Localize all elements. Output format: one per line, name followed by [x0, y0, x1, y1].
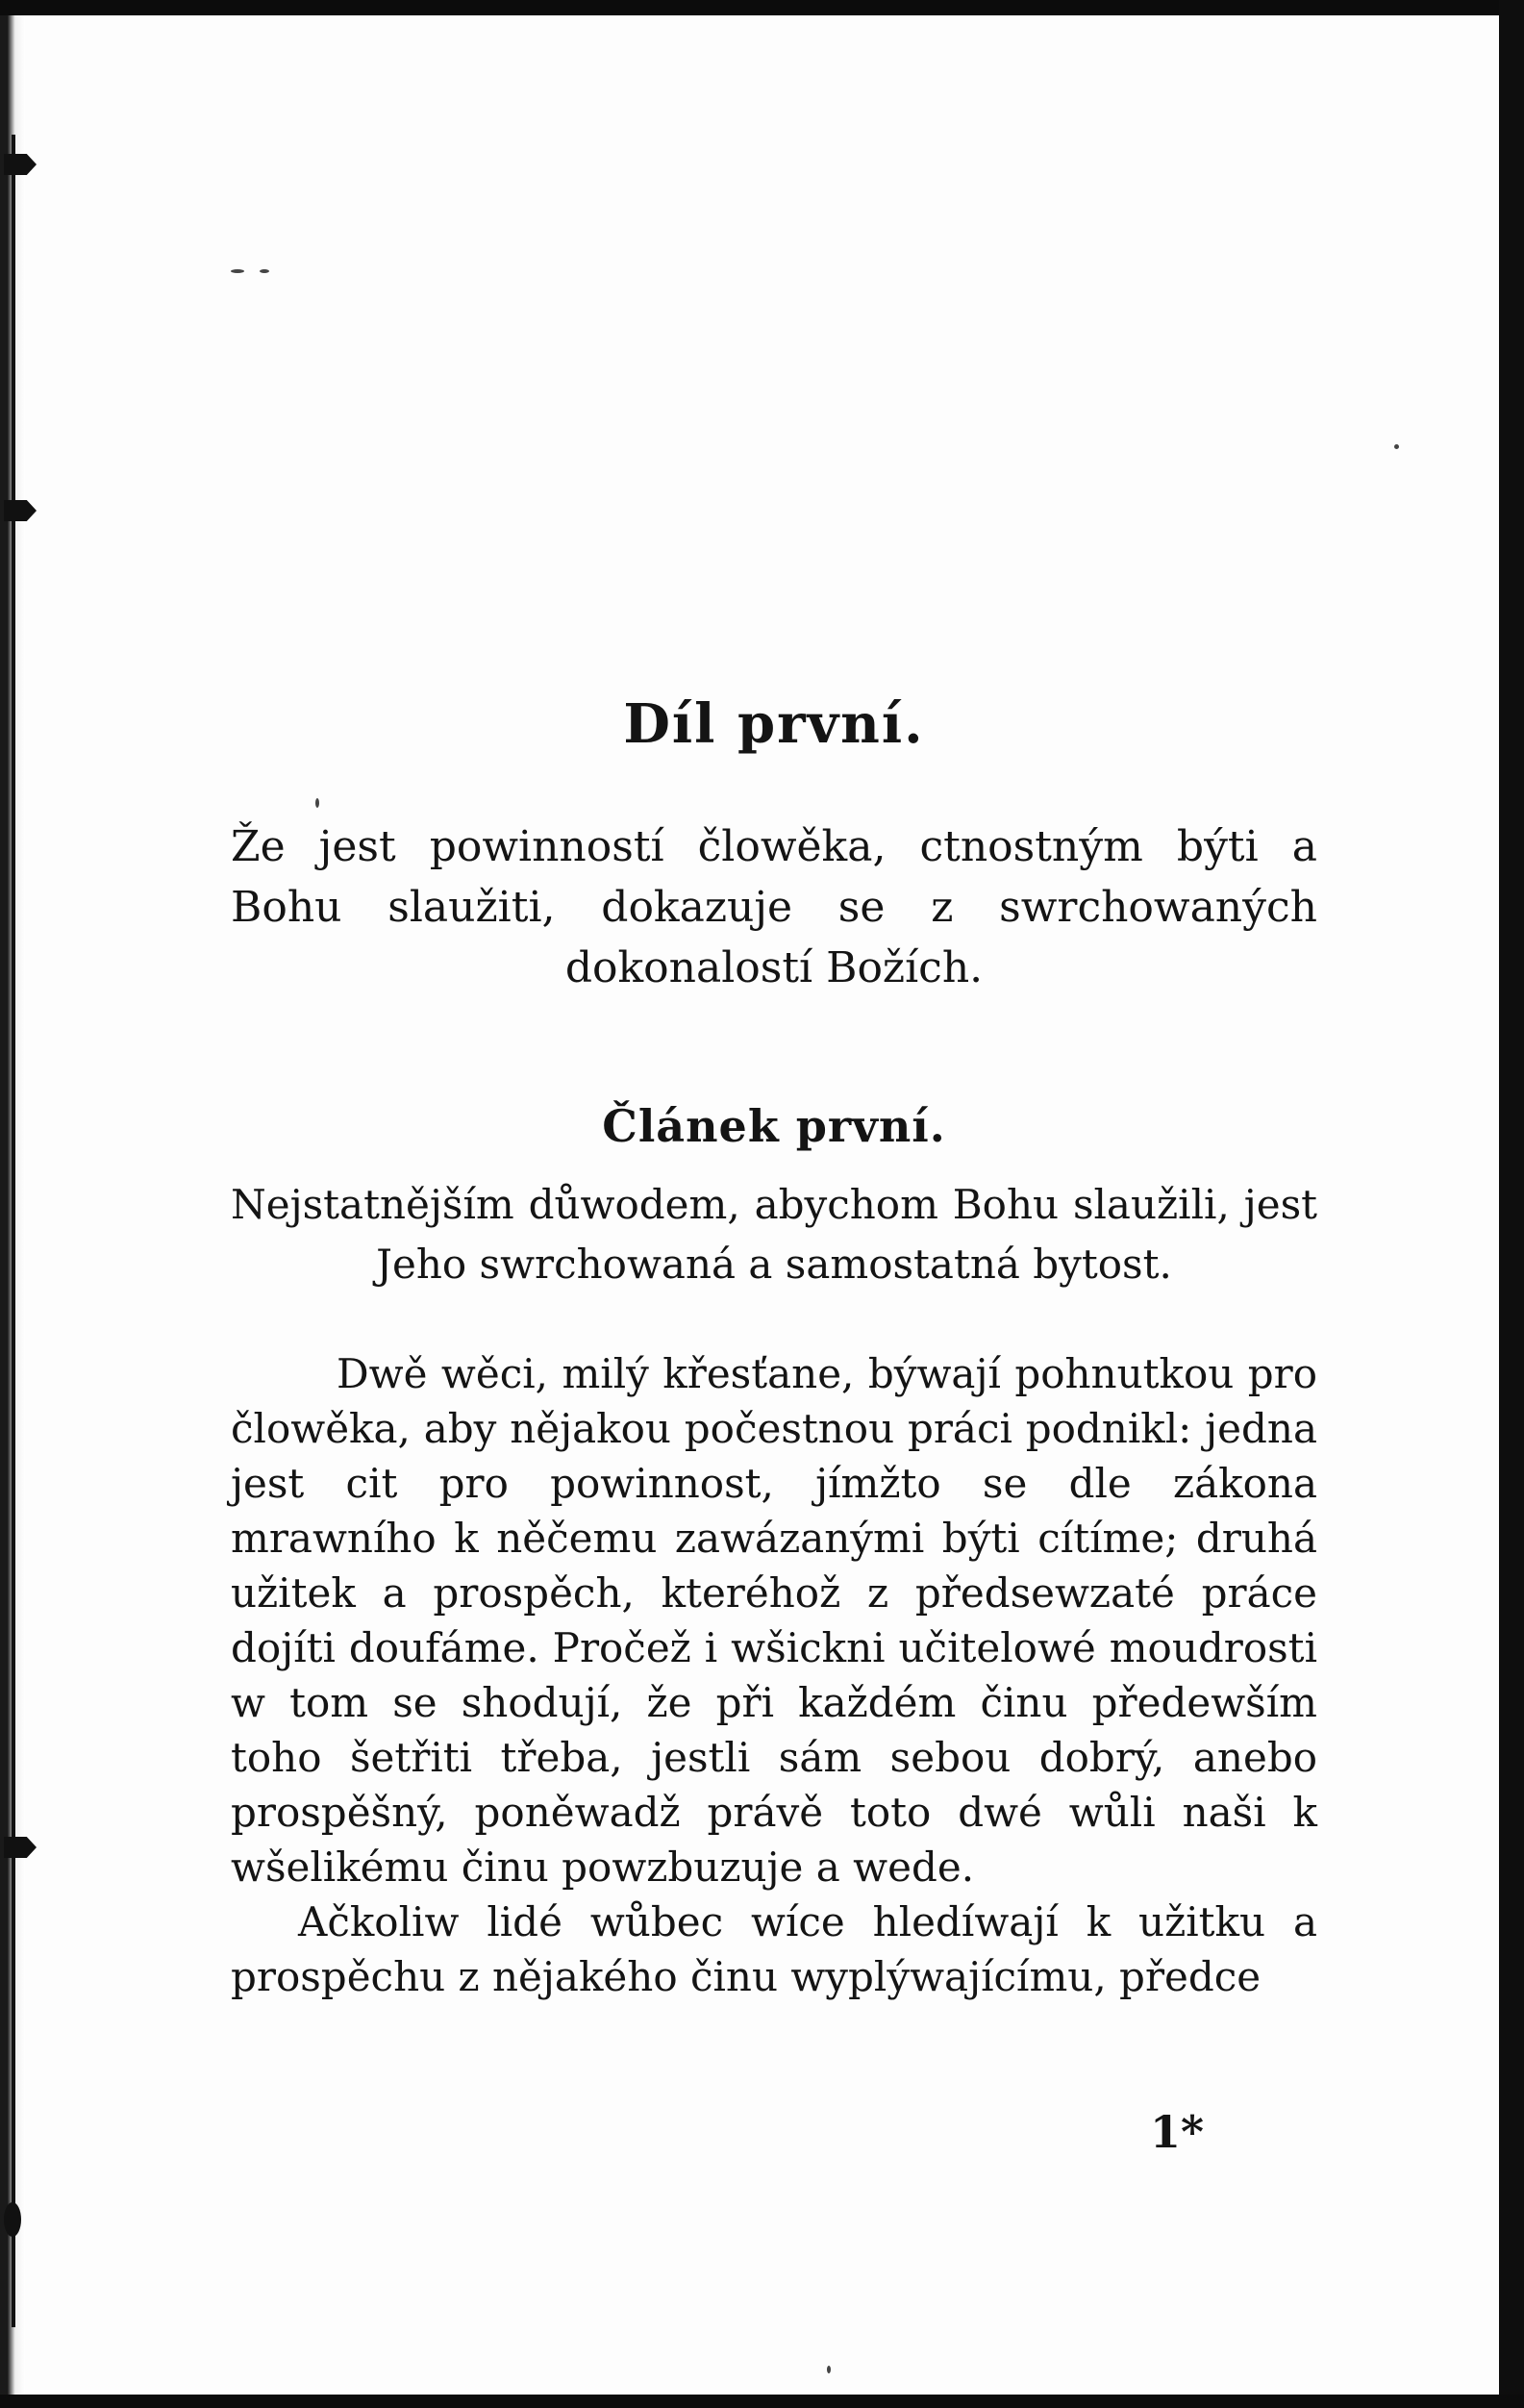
page-content	[231, 692, 1317, 2004]
part-subtitle: Že jest powinností člowěka, ctnostným býti a Bohu slaužiti, dokazuje se z swrchowaných dokonalostí Božích.	[231, 822, 1317, 993]
margin-blot-icon	[4, 2202, 21, 2237]
body-paragraph: Dwě wěci, milý křesťane, býwají pohnutkou pro člowěka, aby nějakou počestnou práci podnikl: jedna jest cit pro powinnost, jímžto se dle zákona mrawního k něčemu zawázanými býti cítíme; druhá užitek a prospěch, kteréhož z předsewzaté práce dojíti doufáme. Pročež i wšickni učitelowé moudrosti w tom se shodují, že při každém činu předewším toho šetřiti třeba, jestli sám sebou dobrý, anebo prospěšný, poněwadž právě toto dwé wůli naši k wšelikému činu powzbuzuje a wede.	[231, 1349, 1317, 1891]
print-speck	[1394, 444, 1399, 449]
folio-signature: 1*	[1150, 2106, 1205, 2158]
print-speck	[260, 269, 269, 273]
scan-border-bottom	[0, 2395, 1524, 2408]
scan-border-top	[0, 0, 1524, 15]
section-title: Článek první.	[602, 1100, 946, 1153]
margin-mark-icon	[4, 500, 37, 521]
margin-rule	[12, 135, 15, 2327]
body-paragraph: Ačkoliw lidé wůbec wíce hledíwají k užitku a prospěchu z nějakého činu wyplýwajícímu, předce	[231, 1897, 1317, 2000]
section-subtitle: Nejstatnějším důwodem, abychom Bohu slaužili, jest Jeho swrchowaná a samostatná bytost.	[231, 1180, 1317, 1288]
scan-border-right	[1499, 0, 1524, 2408]
part-title: Díl první.	[623, 692, 925, 756]
print-speck	[231, 269, 244, 273]
margin-mark-icon	[4, 154, 37, 175]
margin-mark-icon	[4, 1837, 37, 1858]
print-speck	[827, 2366, 831, 2373]
